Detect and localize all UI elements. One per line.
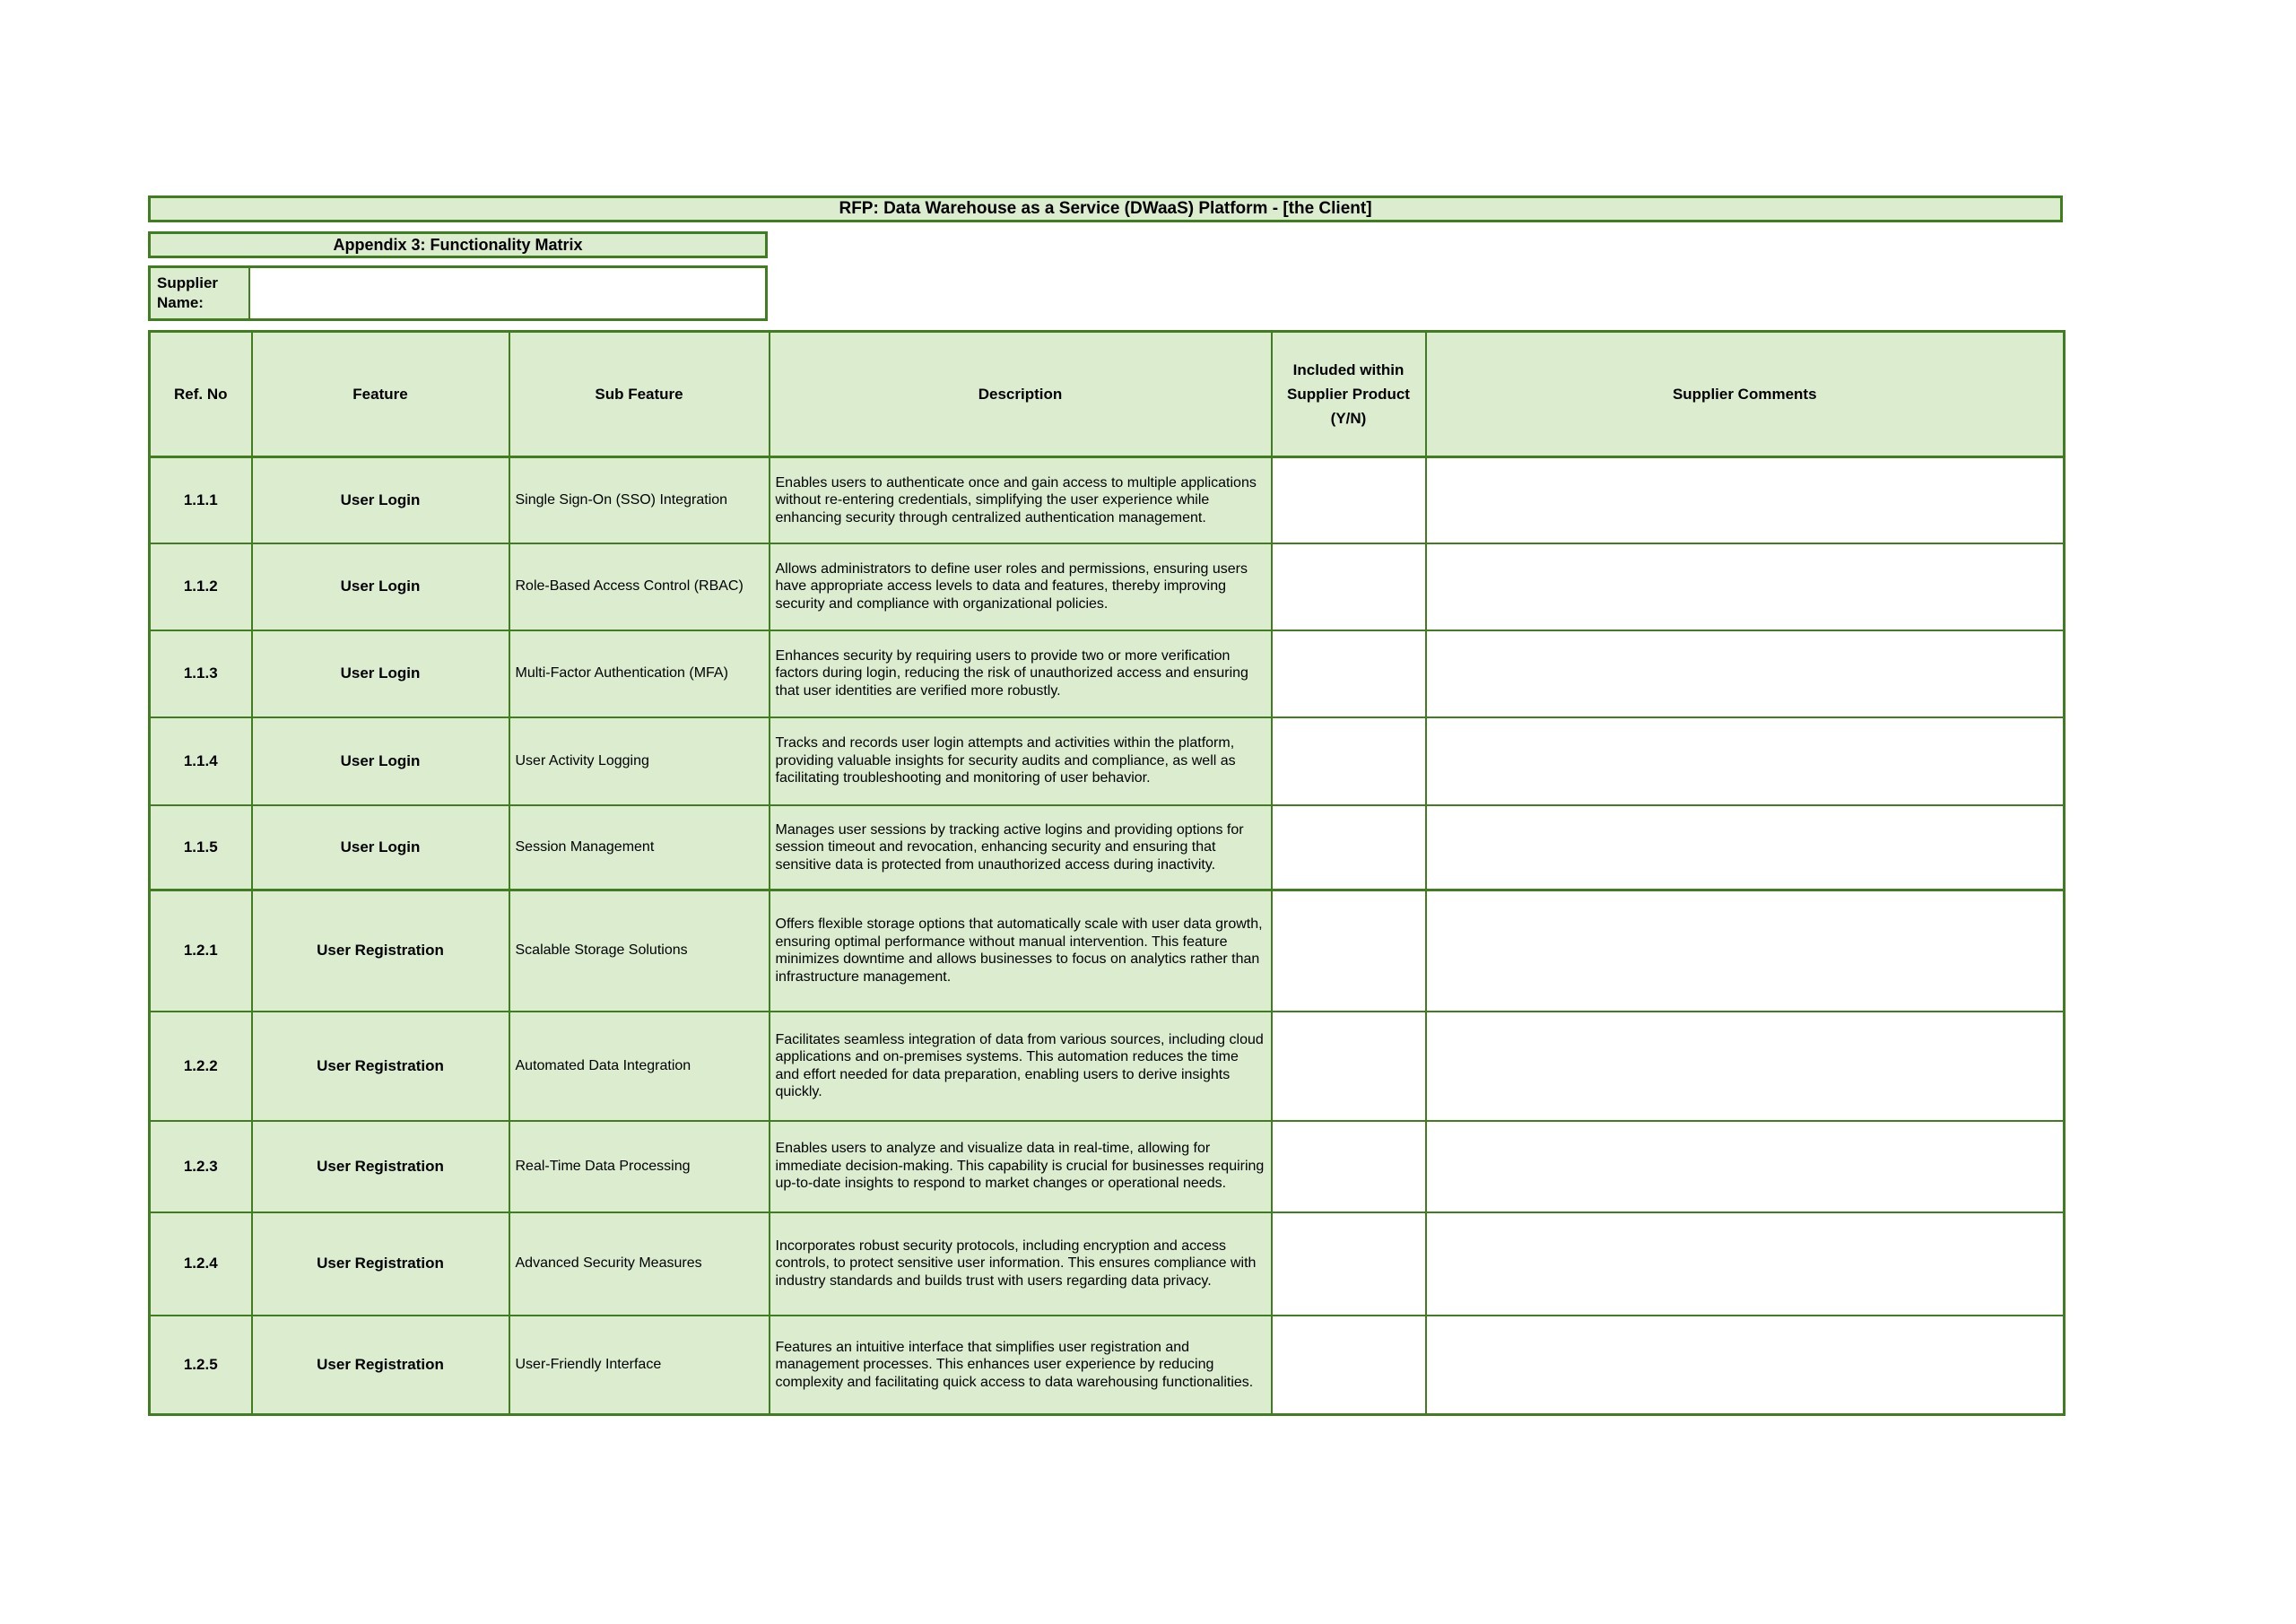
ref-no-cell: 1.1.1 — [150, 457, 252, 543]
supplier-comments-cell[interactable] — [1426, 457, 2065, 543]
feature-cell: User Registration — [252, 1212, 509, 1316]
included-yn-cell[interactable] — [1272, 1012, 1426, 1121]
supplier-name-label: Supplier Name: — [151, 268, 250, 318]
feature-cell: User Login — [252, 543, 509, 630]
feature-cell: User Registration — [252, 1316, 509, 1415]
feature-cell: User Registration — [252, 1012, 509, 1121]
supplier-comments-cell[interactable] — [1426, 1212, 2065, 1316]
sub-feature-cell: Role-Based Access Control (RBAC) — [509, 543, 770, 630]
included-yn-cell[interactable] — [1272, 890, 1426, 1012]
description-cell: Enhances security by requiring users to provide two or more verification factors during login, reducing the risk of unauthorized access and ensuring that user identities are verified more robustly. — [770, 630, 1272, 717]
sub-feature-cell: Session Management — [509, 805, 770, 890]
appendix-title: Appendix 3: Functionality Matrix — [148, 231, 768, 258]
sub-feature-cell: User Activity Logging — [509, 717, 770, 805]
table-row — [150, 1212, 2065, 1316]
sub-feature-cell: Multi-Factor Authentication (MFA) — [509, 630, 770, 717]
description-cell: Manages user sessions by tracking active logins and providing options for session timeout and revocation, enhancing security and ensuring that sensitive data is protected from unauthorized access during inactivity. — [770, 805, 1272, 890]
supplier-name-row — [148, 265, 768, 321]
table-row — [150, 1316, 2065, 1415]
description-cell: Facilitates seamless integration of data from various sources, including cloud applications and on-premises systems. This automation reduces the time and effort needed for data preparation, enabling users to derive insights quickly. — [770, 1012, 1272, 1121]
table-row — [150, 1121, 2065, 1212]
ref-no-cell: 1.1.2 — [150, 543, 252, 630]
sub-feature-cell: Advanced Security Measures — [509, 1212, 770, 1316]
included-yn-cell[interactable] — [1272, 630, 1426, 717]
table-row — [150, 805, 2065, 890]
supplier-comments-cell[interactable] — [1426, 1012, 2065, 1121]
sub-feature-cell: Real-Time Data Processing — [509, 1121, 770, 1212]
ref-no-cell: 1.2.3 — [150, 1121, 252, 1212]
table-row — [150, 717, 2065, 805]
sub-feature-cell: User-Friendly Interface — [509, 1316, 770, 1415]
sub-feature-cell: Scalable Storage Solutions — [509, 890, 770, 1012]
included-yn-cell[interactable] — [1272, 1121, 1426, 1212]
header-ref-no: Ref. No — [150, 332, 252, 457]
table-row — [150, 1012, 2065, 1121]
supplier-comments-cell[interactable] — [1426, 717, 2065, 805]
sub-feature-cell: Single Sign-On (SSO) Integration — [509, 457, 770, 543]
document-title: RFP: Data Warehouse as a Service (DWaaS) Platform - [the Client] — [148, 195, 2063, 222]
description-cell: Enables users to analyze and visualize data in real-time, allowing for immediate decision-making. This capability is crucial for businesses requiring up-to-date insights to respond to market changes or operational needs. — [770, 1121, 1272, 1212]
supplier-comments-cell[interactable] — [1426, 1121, 2065, 1212]
supplier-comments-cell[interactable] — [1426, 1316, 2065, 1415]
ref-no-cell: 1.2.4 — [150, 1212, 252, 1316]
supplier-comments-cell[interactable] — [1426, 890, 2065, 1012]
feature-cell: User Registration — [252, 1121, 509, 1212]
table-header-row — [150, 332, 2065, 457]
sub-feature-cell: Automated Data Integration — [509, 1012, 770, 1121]
table-row — [150, 457, 2065, 543]
supplier-comments-cell[interactable] — [1426, 543, 2065, 630]
feature-cell: User Login — [252, 717, 509, 805]
ref-no-cell: 1.2.5 — [150, 1316, 252, 1415]
functionality-matrix-table — [148, 330, 2066, 1416]
table-row — [150, 543, 2065, 630]
feature-cell: User Login — [252, 805, 509, 890]
description-cell: Offers flexible storage options that automatically scale with user data growth, ensuring optimal performance without manual intervention. This feature minimizes downtime and allows businesses to focus on analytics rather than infrastructure management. — [770, 890, 1272, 1012]
feature-cell: User Login — [252, 457, 509, 543]
header-description: Description — [770, 332, 1272, 457]
ref-no-cell: 1.1.3 — [150, 630, 252, 717]
description-cell: Enables users to authenticate once and gain access to multiple applications without re-entering credentials, simplifying the user experience while enhancing security through centralized authentication management. — [770, 457, 1272, 543]
included-yn-cell[interactable] — [1272, 543, 1426, 630]
ref-no-cell: 1.2.1 — [150, 890, 252, 1012]
description-cell: Features an intuitive interface that simplifies user registration and management processes. This enhances user experience by reducing complexity and facilitating quick access to data warehousing functionalities. — [770, 1316, 1272, 1415]
ref-no-cell: 1.2.2 — [150, 1012, 252, 1121]
included-yn-cell[interactable] — [1272, 805, 1426, 890]
header-sub-feature: Sub Feature — [509, 332, 770, 457]
included-yn-cell[interactable] — [1272, 717, 1426, 805]
feature-cell: User Login — [252, 630, 509, 717]
table-row — [150, 890, 2065, 1012]
header-supplier-comments: Supplier Comments — [1426, 332, 2065, 457]
ref-no-cell: 1.1.4 — [150, 717, 252, 805]
table-row — [150, 630, 2065, 717]
included-yn-cell[interactable] — [1272, 457, 1426, 543]
header-feature: Feature — [252, 332, 509, 457]
feature-cell: User Registration — [252, 890, 509, 1012]
supplier-name-input[interactable] — [250, 268, 765, 318]
included-yn-cell[interactable] — [1272, 1212, 1426, 1316]
description-cell: Tracks and records user login attempts and activities within the platform, providing valuable insights for security audits and compliance, as well as facilitating troubleshooting and monitoring of user behavior. — [770, 717, 1272, 805]
header-included-yn: Included within Supplier Product (Y/N) — [1272, 332, 1426, 457]
description-cell: Incorporates robust security protocols, including encryption and access controls, to protect sensitive user information. This ensures compliance with industry standards and builds trust with users regarding data privacy. — [770, 1212, 1272, 1316]
rfp-document — [148, 195, 2063, 1416]
supplier-comments-cell[interactable] — [1426, 805, 2065, 890]
supplier-comments-cell[interactable] — [1426, 630, 2065, 717]
description-cell: Allows administrators to define user roles and permissions, ensuring users have appropriate access levels to data and features, thereby improving security and compliance with organizational policies. — [770, 543, 1272, 630]
included-yn-cell[interactable] — [1272, 1316, 1426, 1415]
ref-no-cell: 1.1.5 — [150, 805, 252, 890]
